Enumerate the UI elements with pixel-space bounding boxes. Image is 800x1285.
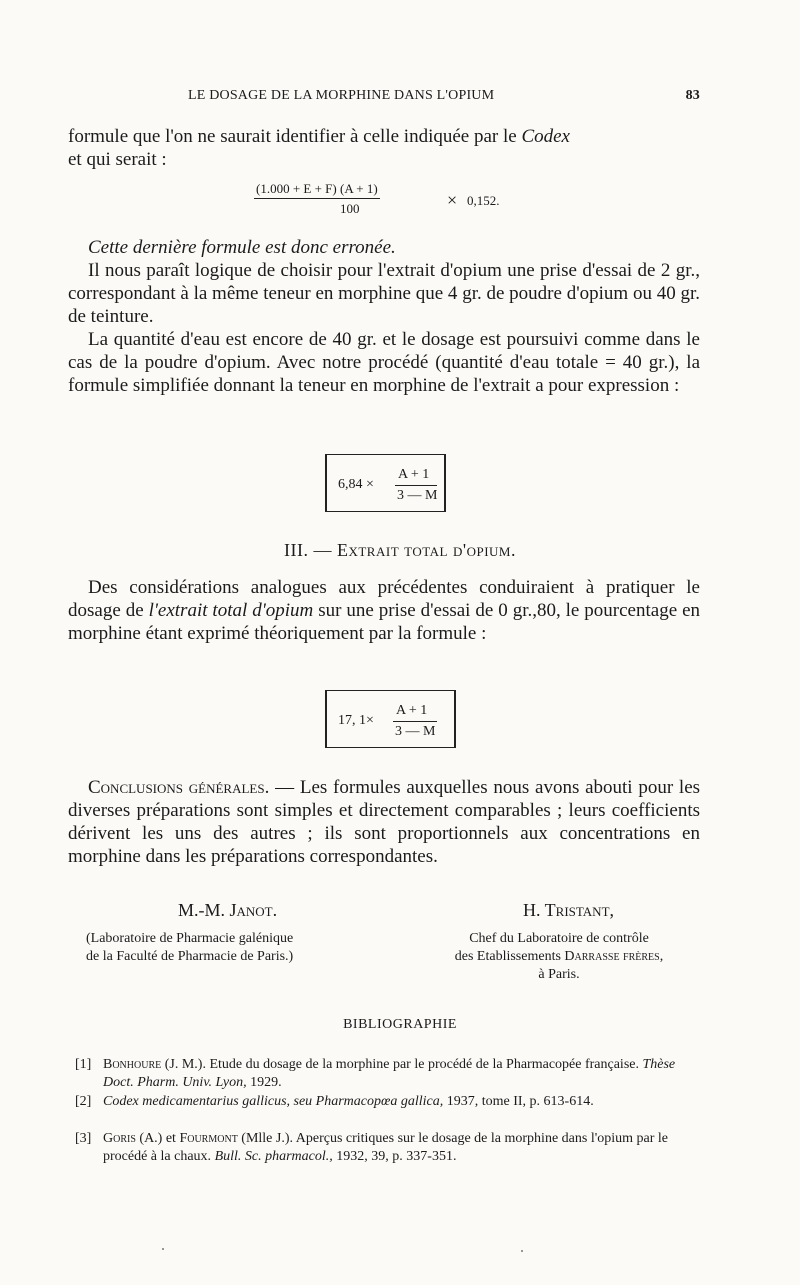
para1-line2: et qui serait : bbox=[68, 149, 167, 170]
boxed-formula-2-coefficient: 17, 1× bbox=[338, 713, 374, 728]
paragraph-conclusions bbox=[68, 776, 700, 868]
formula-codex bbox=[254, 181, 500, 216]
author-janot: M.-M. Janot. bbox=[178, 900, 278, 920]
reference-2-details: 1937, tome II, p. 613-614. bbox=[443, 1094, 594, 1109]
affiliation-left-line2: de la Faculté de Pharmacie de Paris.) bbox=[86, 949, 294, 964]
conclusions-text: Les formules auxquelles nous avons abouti pour les diverses préparations sont simples et directement comparables ; leurs coefficients dérivent les uns des autres ; ils sont proportionnels aux concentrations en morphine dans les préparations correspondantes. bbox=[68, 777, 701, 867]
affiliation-right-line1: Chef du Laboratoire de contrôle bbox=[469, 931, 649, 946]
reference-1-tag: [1] bbox=[75, 1057, 92, 1072]
reference-2-source: Codex medicamentarius gallicus, seu Pharmacopœa gallica, bbox=[103, 1094, 444, 1109]
boxed-formula-2-numerator: A + 1 bbox=[396, 703, 428, 718]
reference-3-author: Goris bbox=[103, 1131, 136, 1146]
paragraph-formula-intro bbox=[68, 125, 700, 171]
reference-2-tag: [2] bbox=[75, 1094, 92, 1109]
boxed-formula-2-bar bbox=[393, 721, 437, 722]
boxed-formula-extract bbox=[325, 454, 446, 512]
author-tristant: H. Tristant, bbox=[523, 900, 615, 920]
affiliation-left bbox=[86, 930, 293, 966]
boxed-formula-1-denominator: 3 — M bbox=[397, 488, 438, 503]
conclusions-heading: Conclusions générales. bbox=[88, 777, 270, 798]
conclusions-dash: — bbox=[269, 777, 300, 798]
scan-speck bbox=[521, 1250, 523, 1252]
boxed-formula-1-bar bbox=[395, 485, 437, 486]
reference-3-source: Bull. Sc. pharmacol., bbox=[214, 1149, 333, 1164]
paragraph-extract bbox=[68, 236, 700, 397]
boxed-formula-1-coefficient: 6,84 × bbox=[338, 477, 374, 492]
bibliography-heading: BIBLIOGRAPHIE bbox=[343, 1017, 457, 1032]
section-title-text: Extrait total d'opium. bbox=[336, 540, 516, 560]
boxed-formula-total bbox=[325, 690, 456, 748]
section-number: III. — bbox=[284, 540, 337, 560]
reference-1-author: Bonhoure bbox=[103, 1057, 162, 1072]
codex-italic: Codex bbox=[521, 126, 570, 147]
paragraph-total-extract bbox=[68, 576, 700, 645]
reference-3-details: 1932, 39, p. 337-351. bbox=[332, 1149, 457, 1164]
reference-3-author2: Fourmont bbox=[179, 1131, 238, 1146]
affiliation-left-line1: (Laboratoire de Pharmacie galénique bbox=[86, 931, 294, 946]
scan-speck bbox=[162, 1248, 164, 1250]
reference-3-text-b: (Mlle J.). Aperçus critiques sur le dosage de la morphine dans l'opium par le procédé à la chaux. bbox=[103, 1131, 668, 1164]
reference-1-year: 1929. bbox=[246, 1075, 282, 1090]
reference-1-text: (J. M.). Etude du dosage de la morphine par le procédé de la Pharmacopée française. bbox=[161, 1057, 643, 1072]
extract-paragraph: Il nous paraît logique de choisir pour l'extrait d'opium une prise d'essai de 2 gr., correspondant à la même teneur en morphine que 4 gr. de poudre d'opium ou 40 gr. de teinture. bbox=[68, 260, 700, 327]
affiliation-right-line3: à Paris. bbox=[538, 967, 580, 982]
affiliation-right-line2: des Etablissements bbox=[454, 949, 565, 964]
erroneous-formula-note: Cette dernière formule est donc erronée. bbox=[88, 237, 396, 258]
formula-denominator: 100 bbox=[340, 201, 360, 216]
reference-2 bbox=[75, 1093, 700, 1111]
section-heading-iii bbox=[0, 540, 800, 561]
reference-1 bbox=[75, 1056, 700, 1092]
formula-coefficient: 0,152. bbox=[467, 193, 500, 208]
total-extract-text-pre: Des considérations analogues aux précédentes conduiraient à pratiquer le dosage de bbox=[68, 577, 700, 621]
reference-1-source: Thèse Doct. Pharm. Univ. Lyon, bbox=[103, 1057, 676, 1090]
boxed-formula-2-denominator: 3 — M bbox=[395, 724, 436, 739]
running-head-title: LE DOSAGE DE LA MORPHINE DANS L'OPIUM bbox=[188, 88, 495, 103]
reference-3 bbox=[75, 1130, 700, 1166]
water-paragraph: La quantité d'eau est encore de 40 gr. et le dosage est poursuivi comme dans le cas de la poudre d'opium. Avec notre procédé (quantité d'eau totale = 40 gr.), la formule simplifiée donnant la teneur en morphine de l'extrait a pour expression : bbox=[68, 329, 700, 396]
para1-text: formule que l'on ne saurait identifier à celle indiquée par le bbox=[68, 126, 522, 147]
total-extract-text-post: sur une prise d'essai de 0 gr.,80, le pourcentage en morphine étant exprimé théoriquement par la formule : bbox=[68, 600, 701, 644]
total-extract-italic: l'extrait total d'opium bbox=[148, 600, 314, 621]
boxed-formula-1-numerator: A + 1 bbox=[398, 467, 430, 482]
formula-numerator: (1.000 + E + F) (A + 1) bbox=[254, 181, 380, 199]
affiliation-right-company: Darrasse frères, bbox=[564, 949, 664, 964]
reference-3-text-a: (A.) et bbox=[135, 1131, 180, 1146]
formula-times: × bbox=[447, 190, 458, 210]
reference-3-tag: [3] bbox=[75, 1131, 92, 1146]
page-number: 83 bbox=[685, 88, 700, 103]
affiliation-right bbox=[418, 930, 700, 984]
